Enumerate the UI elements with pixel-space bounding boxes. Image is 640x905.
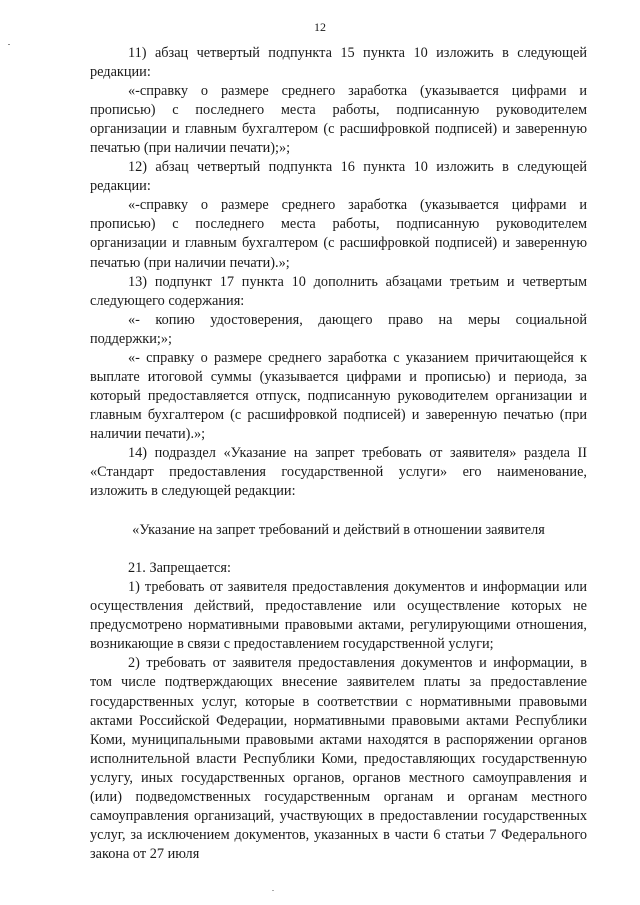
page-number: 12 [314,20,326,34]
paragraph-quote: «- справку о размере среднего заработка с указанием причитающейся к выплате итоговой суммы (указывается цифрами и прописью) и периода, за который предоставляется отпуск, подписанную руководителем организации и главным бухгалтером (с расшифровкой подписей) и заверенную печатью (при наличии печати).»; [90,349,587,442]
paragraph-subclause-1: 1) требовать от заявителя предоставления документов и информации или осуществления действий, предоставление или осуществление которых не предусмотрено нормативными правовыми актами, регулирующими отношения, возникающие в связи с предоставлением государственной услуги; [90,579,587,653]
paragraph-item-12: 12) абзац четвертый подпункта 16 пункта 10 изложить в следующей редакции: [90,159,587,195]
paragraph-clause-21: 21. Запрещается: [128,560,231,577]
section-heading: «Указание на запрет требований и действий в отношении заявителя [132,522,545,539]
paragraph-item-14: 14) подраздел «Указание на запрет требовать от заявителя» раздела II «Стандарт предоставления государственной услуги» его наименование, изложить в следующей редакции: [90,444,587,500]
scan-artifact [272,890,274,891]
paragraph-item-11: 11) абзац четвертый подпункта 15 пункта 10 изложить в следующей редакции: [90,45,587,81]
document-body [90,44,587,864]
paragraph-item-13: 13) подпункт 17 пункта 10 дополнить абзацами третьим и четвертым следующего содержания: [90,273,587,309]
scan-artifact [8,44,10,45]
paragraph-quote: «- копию удостоверения, дающего право на меры социальной поддержки;»; [90,311,587,347]
paragraph-quote: «-справку о размере среднего заработка (указывается цифрами и прописью) с последнего места работы, подписанную руководителем организации и главным бухгалтером (с расшифровкой подписей) и заверенную печатью (при наличии печати).»; [90,197,587,271]
paragraph-quote: «-справку о размере среднего заработка (указывается цифрами и прописью) с последнего места работы, подписанную руководителем организации и главным бухгалтером (с расшифровкой подписей) и заверенную печатью (при наличии печати);»; [90,83,587,157]
paragraph-subclause-2: 2) требовать от заявителя предоставления документов и информации, в том числе подтверждающих внесение заявителем платы за предоставление государственных услуг, которые в соответствии с нормативными правовыми актами Российской Федерации, нормативными правовыми актами Республики Коми, муниципальными правовыми актами находятся в распоряжении органов исполнительной власти Республики Коми, предоставляющих государственную услугу, иных государственных органов, органов местного самоуправления и (или) подведомственных государственным органам и органам местного самоуправления организаций, участвующих в предоставлении государственных услуг, за исключением документов, указанных в части 6 статьи 7 Федерального закона от 27 июля [90,655,587,862]
